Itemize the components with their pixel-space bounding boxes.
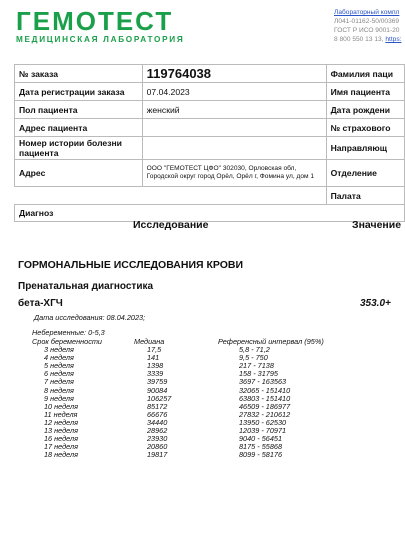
median-cell: 141	[147, 353, 160, 363]
week-cell: 6 неделя	[44, 369, 74, 379]
test-result: 353.0+	[360, 298, 391, 309]
median-cell: 85172	[147, 401, 168, 411]
patient-address-label: Адрес пациента	[15, 119, 143, 137]
reference-table	[32, 338, 359, 459]
site-link[interactable]: https:	[385, 36, 402, 43]
reg-date-label: Дата регистрации заказа	[15, 83, 143, 101]
median-cell: 90084	[147, 385, 168, 395]
median-cell: 66676	[147, 409, 168, 419]
week-cell: 4 неделя	[44, 353, 74, 363]
range-cell: 3697 - 163563	[239, 377, 287, 387]
diagnosis-label: Диагноз	[15, 205, 405, 222]
median-cell: 17,5	[147, 345, 162, 355]
nonpregnant-range: Небеременные: 0-5,3	[32, 328, 105, 337]
range-cell: 5,8 - 71,2	[239, 345, 270, 355]
table-row	[32, 411, 359, 419]
range-cell: 217 - 7138	[239, 361, 274, 371]
patient-info-table	[14, 64, 405, 222]
license-text: Л041-01162-50/00369	[334, 18, 400, 25]
range-cell: 63803 - 151410	[239, 393, 291, 403]
contact-line	[334, 35, 401, 44]
logo-subtitle: МЕДИЦИНСКАЯ ЛАБОРАТОРИЯ	[16, 35, 185, 44]
range-cell: 8175 - 55868	[239, 442, 283, 452]
week-cell: 12 неделя	[44, 417, 78, 427]
table-row	[32, 395, 359, 403]
study-date: Дата исследования: 08.04.2023;	[34, 313, 146, 322]
sex-label: Пол пациента	[15, 101, 143, 119]
week-cell: 13 неделя	[44, 426, 78, 436]
week-cell: 8 неделя	[44, 385, 74, 395]
week-cell: 16 неделя	[44, 434, 78, 444]
address-value: ООО "ГЕМОТЕСТ ЦФО" 302030, Орловская обл, Городской округ город Орёл, Орёл г, Фомина ул, дом 1	[142, 160, 326, 187]
median-cell: 3339	[147, 369, 164, 379]
table-row	[32, 435, 359, 443]
order-number: 119764038	[142, 65, 326, 83]
column-study: Исследование	[133, 219, 209, 231]
week-cell: 11 неделя	[44, 409, 78, 419]
history-label: Номер истории болезни пациента	[15, 137, 143, 160]
table-row	[32, 378, 359, 386]
gost-text: ГОСТ Р ИСО 9001-20	[334, 27, 400, 34]
week-cell: 7 неделя	[44, 377, 74, 387]
department-label: Отделение	[326, 160, 404, 187]
range-cell: 46509 - 186977	[239, 401, 291, 411]
median-cell: 1398	[147, 361, 164, 371]
order-label: № заказа	[15, 65, 143, 83]
median-cell: 106257	[147, 393, 172, 403]
table-row	[32, 362, 359, 370]
lab-info	[334, 8, 401, 44]
phone-text: 8 800 550 13 13,	[334, 36, 386, 43]
sex-value: женский	[142, 101, 326, 119]
table-row	[32, 427, 359, 435]
median-cell: 39759	[147, 377, 168, 387]
range-cell: 32065 - 151410	[239, 385, 291, 395]
table-row	[32, 451, 359, 459]
table-row	[32, 370, 359, 378]
range-cell: 158 - 31795	[239, 369, 278, 379]
ward-label: Палата	[326, 187, 404, 205]
logo-title: ГЕМОТЕСТ	[16, 6, 174, 36]
median-cell: 23930	[147, 434, 168, 444]
referring-label: Направляющ	[326, 137, 404, 160]
column-value: Значение	[352, 219, 402, 231]
table-row	[32, 387, 359, 395]
history-value	[142, 137, 326, 160]
name-label: Имя пациента	[326, 83, 404, 101]
range-cell: 9040 - 56451	[239, 434, 283, 444]
week-cell: 9 неделя	[44, 393, 74, 403]
median-cell: 20860	[147, 442, 168, 452]
median-cell: 28962	[147, 426, 168, 436]
reg-date-value: 07.04.2023	[142, 83, 326, 101]
range-cell: 27832 - 210612	[239, 409, 291, 419]
patient-address-value	[142, 119, 326, 137]
address-label: Адрес	[15, 160, 143, 187]
col-ref: Референсный интервал (95%)	[218, 337, 324, 346]
insurance-label: № страхового	[326, 119, 404, 137]
week-cell: 5 неделя	[44, 361, 74, 371]
table-row	[32, 346, 359, 354]
week-cell: 10 неделя	[44, 401, 78, 411]
lab-logo	[16, 8, 184, 44]
table-row	[32, 354, 359, 362]
test-name: бета-ХГЧ	[18, 298, 63, 309]
week-cell: 18 неделя	[44, 450, 78, 460]
section-title: ГОРМОНАЛЬНЫЕ ИССЛЕДОВАНИЯ КРОВИ	[18, 259, 244, 271]
range-cell: 12039 - 70971	[239, 426, 287, 436]
table-row	[32, 419, 359, 427]
range-cell: 8099 - 58176	[239, 450, 283, 460]
reference-header-row	[32, 338, 359, 346]
table-row	[32, 403, 359, 411]
birth-label: Дата рождени	[326, 101, 404, 119]
surname-label: Фамилия паци	[326, 65, 404, 83]
week-cell: 17 неделя	[44, 442, 78, 452]
range-cell: 13950 - 62530	[239, 417, 287, 427]
col-median: Медиана	[134, 337, 165, 346]
median-cell: 19817	[147, 450, 168, 460]
median-cell: 34440	[147, 417, 168, 427]
table-row	[32, 443, 359, 451]
lab-link[interactable]: Лабораторный компл	[334, 9, 400, 16]
col-week: Срок беременности	[32, 337, 102, 346]
week-cell: 3 неделя	[44, 345, 74, 355]
section-subtitle: Пренатальная диагностика	[18, 281, 154, 292]
range-cell: 9,5 - 750	[239, 353, 268, 363]
